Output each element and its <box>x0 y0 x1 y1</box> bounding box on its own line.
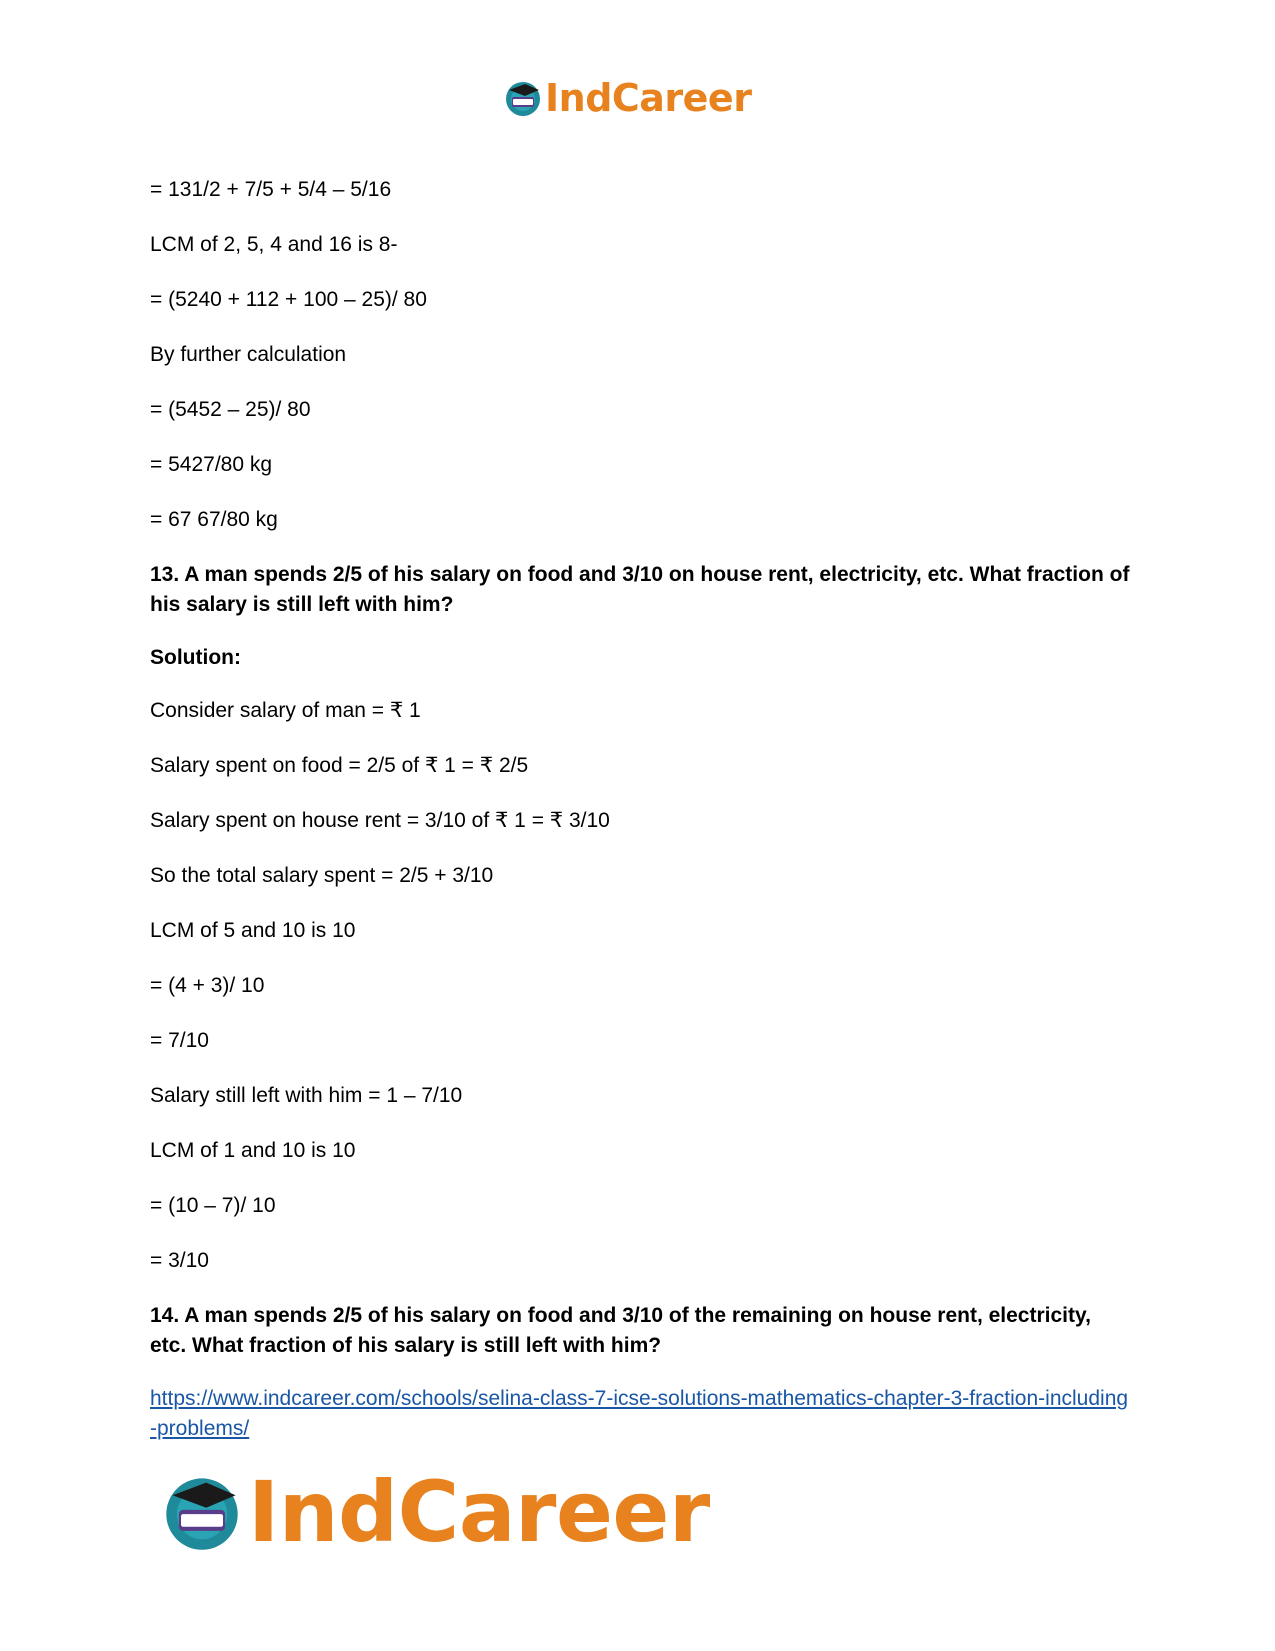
text-line: = 67 67/80 kg <box>150 508 278 531</box>
text-line: Salary still left with him = 1 – 7/10 <box>150 1084 463 1107</box>
logo-wordmark: IndCareer <box>248 1463 710 1561</box>
question-14: 14. A man spends 2/5 of his salary on food and 3/10 of the remaining on house rent, electricity, etc. What fraction of his salary is still left with him? <box>150 1304 1091 1357</box>
source-link[interactable]: https://www.indcareer.com/schools/selina-class-7-icse-solutions-mathematics-chapter-3-fraction-including-problems/ <box>150 1387 1129 1440</box>
text-line: = (5452 – 25)/ 80 <box>150 398 311 421</box>
graduation-cap-icon <box>503 78 543 118</box>
text-line: Consider salary of man = ₹ 1 <box>150 699 421 722</box>
text-line: = 131/2 + 7/5 + 5/4 – 5/16 <box>150 178 392 201</box>
text-line: By further calculation <box>150 343 347 366</box>
text-line: = 5427/80 kg <box>150 453 273 476</box>
document-body <box>150 175 1130 1444</box>
logo-wordmark: IndCareer <box>545 76 752 120</box>
text-line: LCM of 2, 5, 4 and 16 is 8- <box>150 233 398 256</box>
header-logo <box>503 78 751 118</box>
text-line: LCM of 5 and 10 is 10 <box>150 919 356 942</box>
text-line: = 7/10 <box>150 1029 209 1052</box>
calc-lines-b <box>150 696 1130 1276</box>
text-line: So the total salary spent = 2/5 + 3/10 <box>150 864 494 887</box>
text-line: = (5240 + 112 + 100 – 25)/ 80 <box>150 288 427 311</box>
graduation-cap-icon <box>160 1470 244 1554</box>
text-line: = (10 – 7)/ 10 <box>150 1194 276 1217</box>
solution-label: Solution: <box>150 646 241 669</box>
calc-lines-a <box>150 175 1130 535</box>
text-line: Salary spent on food = 2/5 of ₹ 1 = ₹ 2/5 <box>150 754 529 777</box>
text-line: LCM of 1 and 10 is 10 <box>150 1139 356 1162</box>
text-line: Salary spent on house rent = 3/10 of ₹ 1 = ₹ 3/10 <box>150 809 610 832</box>
footer-logo <box>160 1463 710 1561</box>
text-line: = (4 + 3)/ 10 <box>150 974 265 997</box>
text-line: = 3/10 <box>150 1249 209 1272</box>
question-13: 13. A man spends 2/5 of his salary on food and 3/10 on house rent, electricity, etc. What fraction of his salary is still left with him? <box>150 563 1130 616</box>
